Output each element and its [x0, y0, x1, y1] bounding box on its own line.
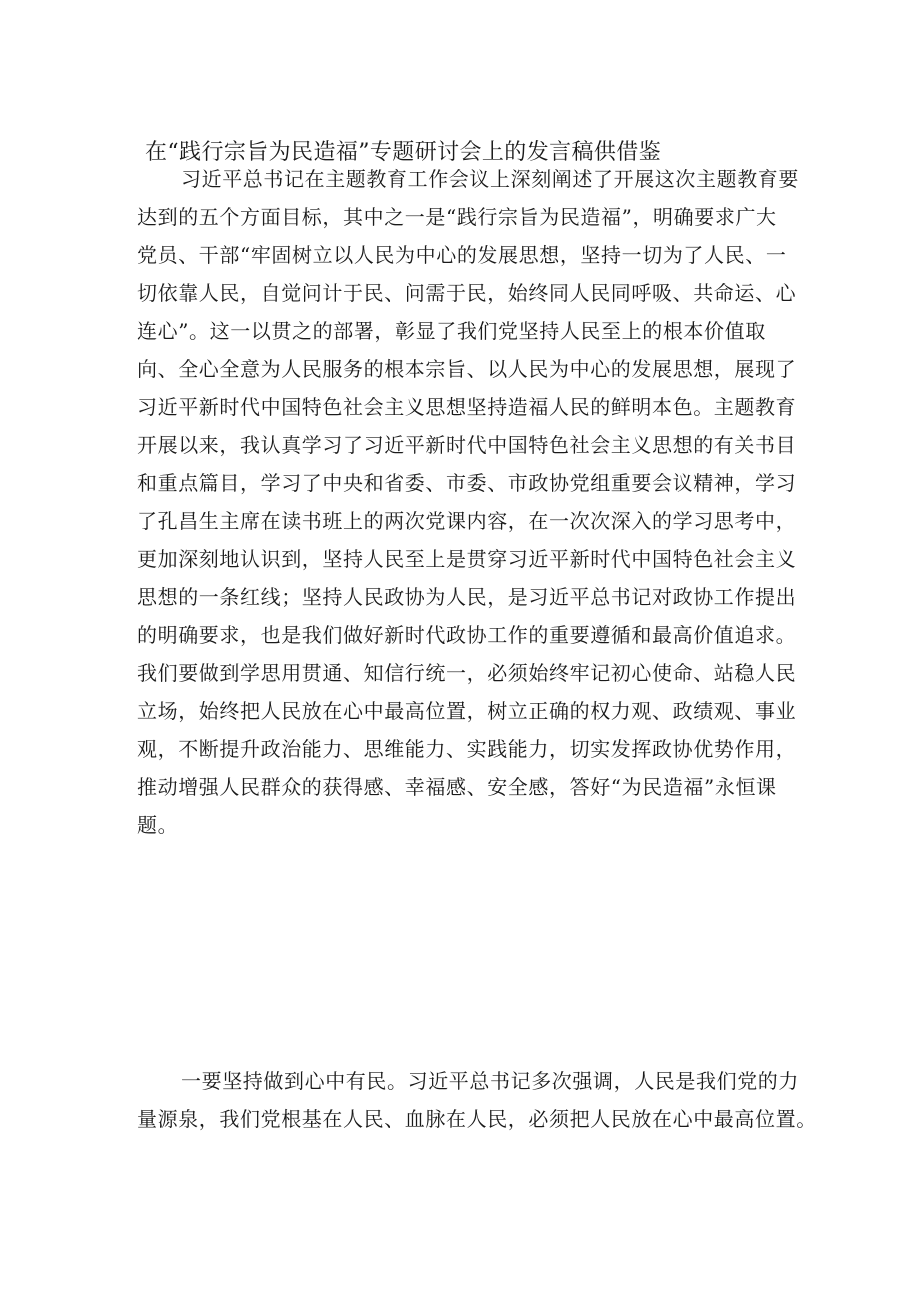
paragraph-line: 量源泉，我们党根基在人民、血脉在人民，必须把人民放在心中最高位置。	[137, 1107, 817, 1131]
paragraph-line: 推动增强人民群众的获得感、幸福感、安全感，答好“为民造福”永恒课	[137, 775, 777, 799]
paragraph-line: 和重点篇目，学习了中央和省委、市委、市政协党组重要会议精神，学习	[137, 471, 797, 495]
paragraph-line: 立场，始终把人民放在心中最高位置，树立正确的权力观、政绩观、事业	[137, 699, 797, 723]
paragraph-line: 更加深刻地认识到，坚持人民至上是贯穿习近平新时代中国特色社会主义	[137, 547, 797, 571]
paragraph-intro	[137, 160, 802, 844]
paragraph-line: 党员、干部“牢固树立以人民为中心的发展思想，坚持一切为了人民、一	[137, 243, 787, 267]
paragraph-line: 达到的五个方面目标，其中之一是“践行宗旨为民造福”，明确要求广大	[137, 205, 777, 229]
paragraph-line: 了孔昌生主席在读书班上的两次党课内容，在一次次深入的学习思考中，	[137, 509, 797, 533]
paragraph-point-one	[137, 1062, 817, 1138]
document-title: 在“践行宗旨为民造福”专题研讨会上的发言稿供借鉴	[145, 140, 662, 165]
paragraph-line: 我们要做到学思用贯通、知信行统一，必须始终牢记初心使命、站稳人民	[137, 661, 797, 685]
paragraph-line: 题。	[137, 813, 179, 837]
paragraph-line: 开展以来，我认真学习了习近平新时代中国特色社会主义思想的有关书目	[137, 433, 797, 457]
paragraph-line: 习近平新时代中国特色社会主义思想坚持造福人民的鲜明本色。主题教育	[137, 395, 797, 419]
paragraph-line: 习近平总书记在主题教育工作会议上深刻阐述了开展这次主题教育要	[181, 167, 799, 191]
paragraph-line: 切依靠人民，自觉问计于民、问需于民，始终同人民同呼吸、共命运、心	[137, 281, 797, 305]
paragraph-line: 的明确要求，也是我们做好新时代政协工作的重要遵循和最高价值追求。	[137, 623, 797, 647]
paragraph-line: 向、全心全意为人民服务的根本宗旨、以人民为中心的发展思想，展现了	[137, 357, 797, 381]
paragraph-line: 连心”。这一以贯之的部署，彰显了我们党坚持人民至上的根本价值取	[137, 319, 766, 343]
paragraph-line: 观，不断提升政治能力、思维能力、实践能力，切实发挥政协优势作用，	[137, 737, 797, 761]
paragraph-line: 思想的一条红线；坚持人民政协为人民，是习近平总书记对政协工作提出	[137, 585, 797, 609]
paragraph-line: 一要坚持做到心中有民。习近平总书记多次强调，人民是我们党的力	[181, 1069, 799, 1093]
